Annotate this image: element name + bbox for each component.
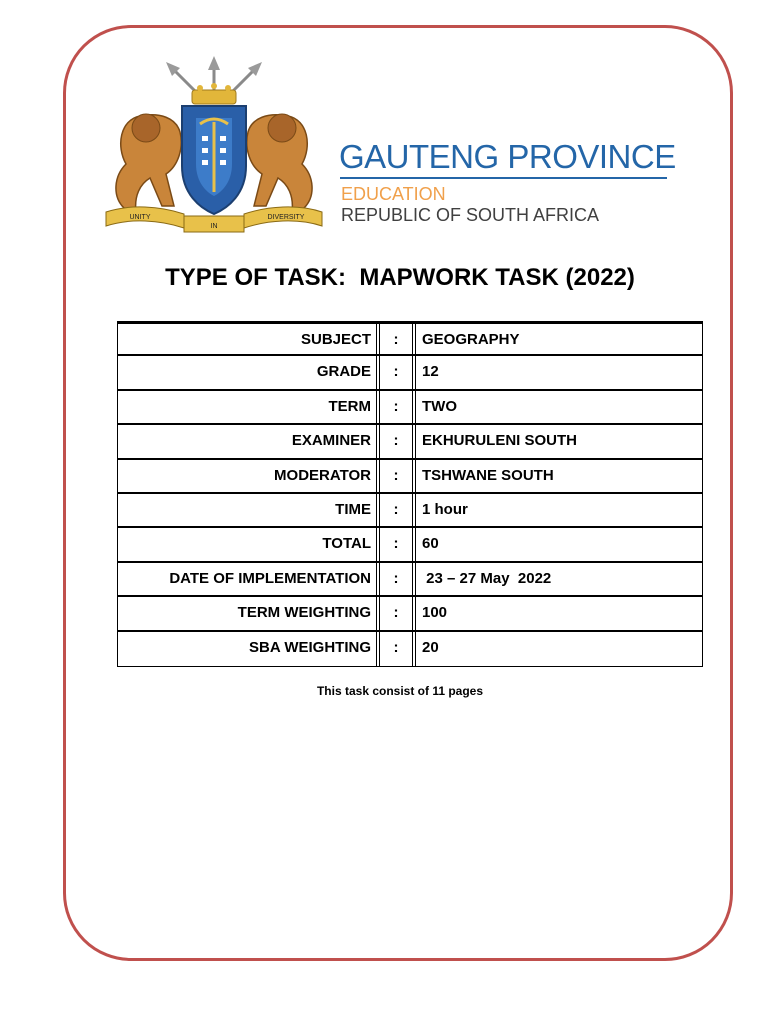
details-value: TWO: [422, 397, 457, 415]
details-separator: :: [380, 597, 416, 629]
details-separator: :: [380, 391, 416, 423]
details-value: EKHURULENI SOUTH: [422, 432, 578, 450]
svg-text:DIVERSITY: DIVERSITY: [267, 214, 305, 221]
details-row-subject: [118, 322, 702, 356]
details-label: MODERATOR: [118, 460, 380, 492]
details-separator: :: [380, 494, 416, 526]
details-value: TSHWANE SOUTH: [422, 466, 554, 484]
task-title: TYPE OF TASK: MAPWORK TASK (2022): [165, 264, 635, 291]
details-value: 100: [422, 604, 448, 622]
details-label: TERM WEIGHTING: [118, 597, 380, 629]
details-separator: :: [380, 425, 416, 457]
details-value: 12: [422, 363, 439, 381]
org-name-underline: [340, 177, 667, 179]
svg-text:IN: IN: [210, 223, 218, 230]
details-label: TIME: [118, 494, 380, 526]
details-row-time: [118, 494, 702, 528]
details-separator: :: [380, 460, 416, 492]
details-row-examiner: [118, 425, 702, 459]
details-separator: :: [380, 528, 416, 560]
details-row-moderator: [118, 460, 702, 494]
details-row-date: [118, 563, 702, 597]
task-details-table: [117, 321, 703, 667]
org-name: GAUTENG PROVINCE: [339, 138, 676, 175]
details-row-total: [118, 528, 702, 562]
details-label: TERM: [118, 391, 380, 423]
details-separator: :: [380, 356, 416, 388]
details-label: EXAMINER: [118, 425, 380, 457]
details-value: GEOGRAPHY: [422, 331, 520, 348]
details-value: 23 – 27 May 2022: [422, 569, 552, 587]
details-label: SBA WEIGHTING: [118, 632, 380, 666]
org-department: EDUCATION: [341, 184, 446, 204]
details-row-term: [118, 391, 702, 425]
svg-text:UNITY: UNITY: [129, 214, 151, 221]
coat-of-arms-logo: [100, 56, 328, 238]
details-label: GRADE: [118, 356, 380, 388]
page-count-note: This task consist of 11 pages: [316, 684, 484, 698]
details-label: SUBJECT: [118, 324, 380, 354]
details-row-grade: [118, 356, 702, 390]
org-country: REPUBLIC OF SOUTH AFRICA: [341, 205, 600, 225]
details-separator: :: [380, 324, 416, 354]
details-row-term-weighting: [118, 597, 702, 631]
details-row-sba-weighting: [118, 632, 702, 666]
details-value: 1 hour: [422, 500, 468, 518]
details-label: DATE OF IMPLEMENTATION: [118, 563, 380, 595]
details-separator: :: [380, 632, 416, 666]
details-separator: :: [380, 563, 416, 595]
details-value: 20: [422, 638, 439, 656]
details-label: TOTAL: [118, 528, 380, 560]
details-value: 60: [422, 535, 439, 553]
